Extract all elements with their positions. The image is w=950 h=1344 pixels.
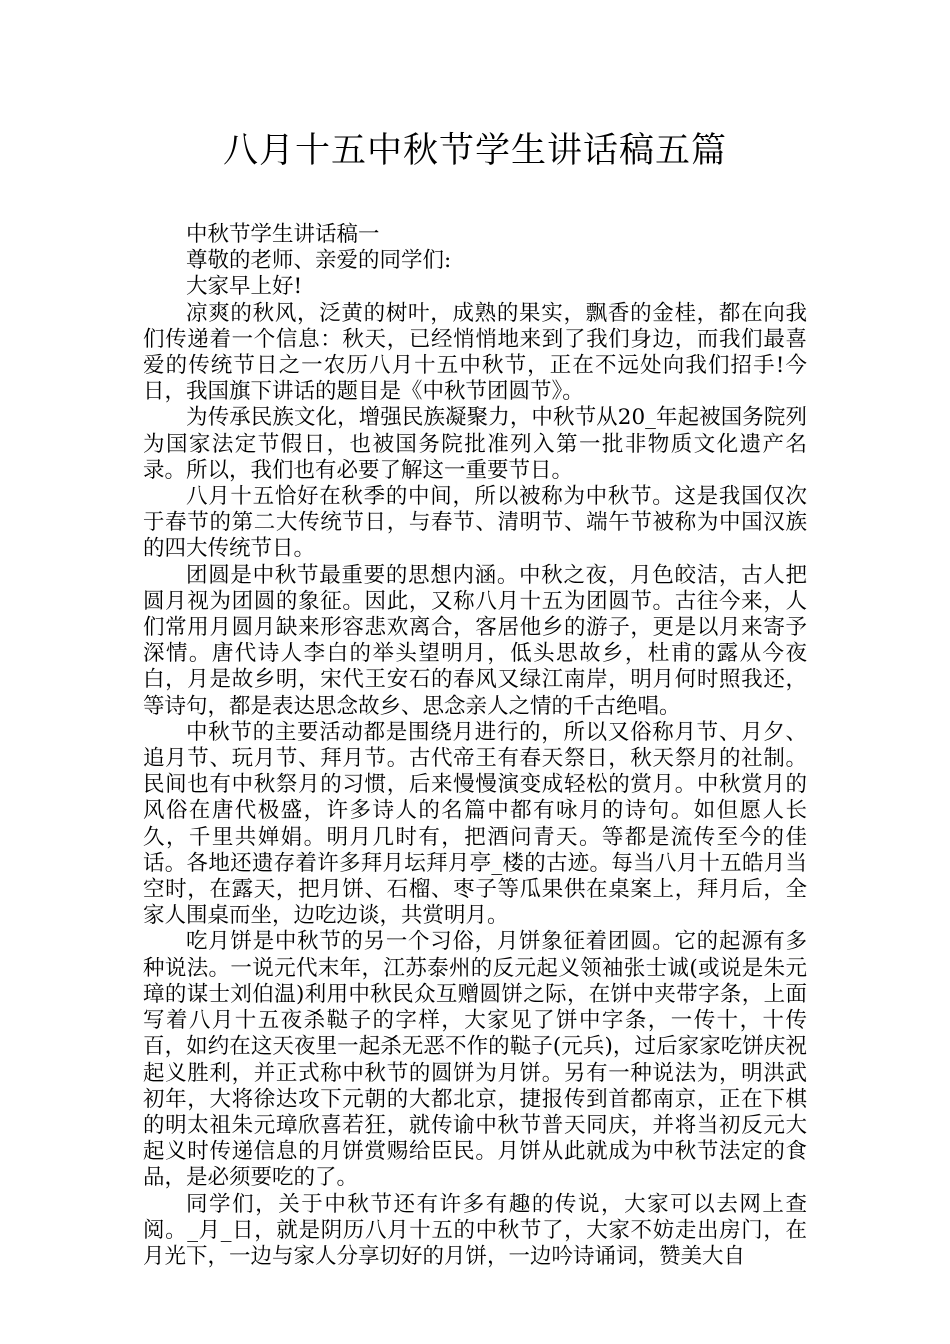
body-paragraph: 吃月饼是中秋节的另一个习俗，月饼象征着团圆。它的起源有多种说法。一说元代末年，江苏泰州的反元起义领袖张士诚(或说是朱元璋的谋士刘伯温)利用中秋民众互赠圆饼之际，在饼中夹带字条，上面写着八月十五夜杀鞑子的字样，大家见了饼中字条，一传十，十传百，如约在这天夜里一起杀无恶不作的鞑子(元兵)，过后家家吃饼庆祝起义胜利，并正式称中秋节的圆饼为月饼。另有一种说法为，明洪武初年，大将徐达攻下元朝的大都北京，捷报传到首都南京，正在下棋的明太祖朱元璋欣喜若狂，就传谕中秋节普天同庆，并将当初反元大起义时传递信息的月饼赏赐给臣民。月饼从此就成为中秋节法定的食品，是必须要吃的了。	[143, 929, 807, 1191]
body-paragraph: 中秋节的主要活动都是围绕月进行的，所以又俗称月节、月夕、追月节、玩月节、拜月节。古代帝王有春天祭日，秋天祭月的社制。民间也有中秋祭月的习惯，后来慢慢演变成轻松的赏月。中秋赏月的风俗在唐代极盛，许多诗人的名篇中都有咏月的诗句。如但愿人长久，千里共婵娟。明月几时有，把酒问青天。等都是流传至今的佳话。各地还遗存着许多拜月坛拜月亭_楼的古迹。每当八月十五皓月当空时，在露天，把月饼、石榴、枣子等瓜果供在桌案上，拜月后，全家人围桌而坐，边吃边谈，共赏明月。	[143, 719, 807, 929]
body-paragraph: 团圆是中秋节最重要的思想内涵。中秋之夜，月色皎洁，古人把圆月视为团圆的象征。因此，又称八月十五为团圆节。古往今来，人们常用月圆月缺来形容悲欢离合，客居他乡的游子，更是以月来寄予深情。唐代诗人李白的举头望明月，低头思故乡，杜甫的露从今夜白，月是故乡明，宋代王安石的春风又绿江南岸，明月何时照我还，等诗句，都是表达思念故乡、思念亲人之情的千古绝唱。	[143, 562, 807, 719]
body-paragraph: 八月十五恰好在秋季的中间，所以被称为中秋节。这是我国仅次于春节的第二大传统节日，与春节、清明节、端午节被称为中国汉族的四大传统节日。	[143, 484, 807, 562]
body-paragraph: 凉爽的秋风，泛黄的树叶，成熟的果实，飘香的金桂，都在向我们传递着一个信息：秋天，已经悄悄地来到了我们身边，而我们最喜爱的传统节日之一农历八月十五中秋节，正在不远处向我们招手!今日，我国旗下讲话的题目是《中秋节团圆节》。	[143, 300, 807, 405]
section-heading: 中秋节学生讲话稿一	[186, 222, 380, 247]
salutation: 尊敬的老师、亲爱的同学们:	[186, 248, 452, 274]
document-body	[143, 222, 807, 1270]
body-paragraph: 为传承民族文化，增强民族凝聚力，中秋节从20_年起被国务院列为国家法定节假日，也被国务院批准列入第一批非物质文化遗产名录。所以，我们也有必要了解这一重要节日。	[143, 405, 807, 483]
document-title: 八月十五中秋节学生讲话稿五篇	[222, 131, 727, 171]
greeting: 大家早上好!	[186, 274, 303, 300]
body-paragraph: 同学们，关于中秋节还有许多有趣的传说，大家可以去网上查阅。_月_日，就是阴历八月十五的中秋节了，大家不妨走出房门，在月光下，一边与家人分享切好的月饼，一边吟诗诵词，赞美大自	[143, 1191, 807, 1269]
